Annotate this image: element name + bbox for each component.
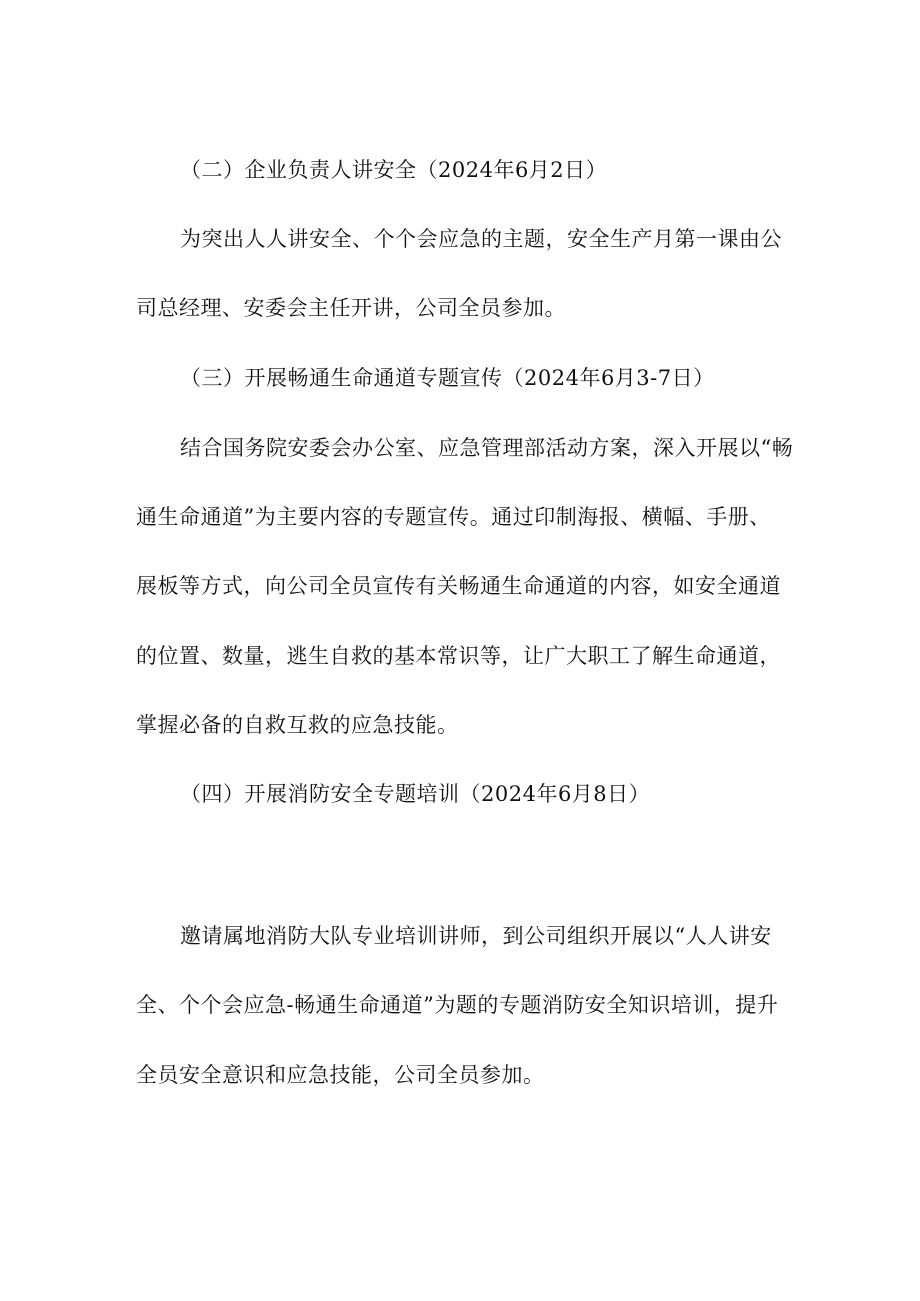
section-3-line-4: 的位置、数量，逃生自救的基本常识等，让广大职工了解生命通道， xyxy=(136,644,781,668)
section-4-line-2: 全、个个会应急-畅通生命通道”为题的专题消防安全知识培训，提升 xyxy=(136,993,779,1017)
section-4-line-3: 全员安全意识和应急技能，公司全员参加。 xyxy=(136,1063,545,1087)
section-4-line-1: 邀请属地消防大队专业培训讲师，到公司组织开展以“人人讲安 xyxy=(180,924,772,948)
section-4-heading: （四）开展消防安全专题培训（2024年6月8日） xyxy=(180,782,651,806)
section-3-line-2: 通生命通道”为主要内容的专题宣传。通过印制海报、横幅、手册、 xyxy=(136,505,771,529)
section-3-line-3: 展板等方式，向公司全员宣传有关畅通生命通道的内容，如安全通道 xyxy=(136,574,781,598)
section-2-line-2: 司总经理、安委会主任开讲，公司全员参加。 xyxy=(136,296,566,320)
section-3-heading: （三）开展畅通生命通道专题宣传（2024年6月3-7日） xyxy=(180,366,715,390)
section-3-line-5: 掌握必备的自救互救的应急技能。 xyxy=(136,713,459,737)
section-2-heading: （二）企业负责人讲安全（2024年6月2日） xyxy=(180,158,608,182)
section-2-line-1: 为突出人人讲安全、个个会应急的主题，安全生产月第一课由公 xyxy=(180,227,782,251)
section-3-line-1: 结合国务院安委会办公室、应急管理部活动方案，深入开展以“畅 xyxy=(180,436,794,460)
